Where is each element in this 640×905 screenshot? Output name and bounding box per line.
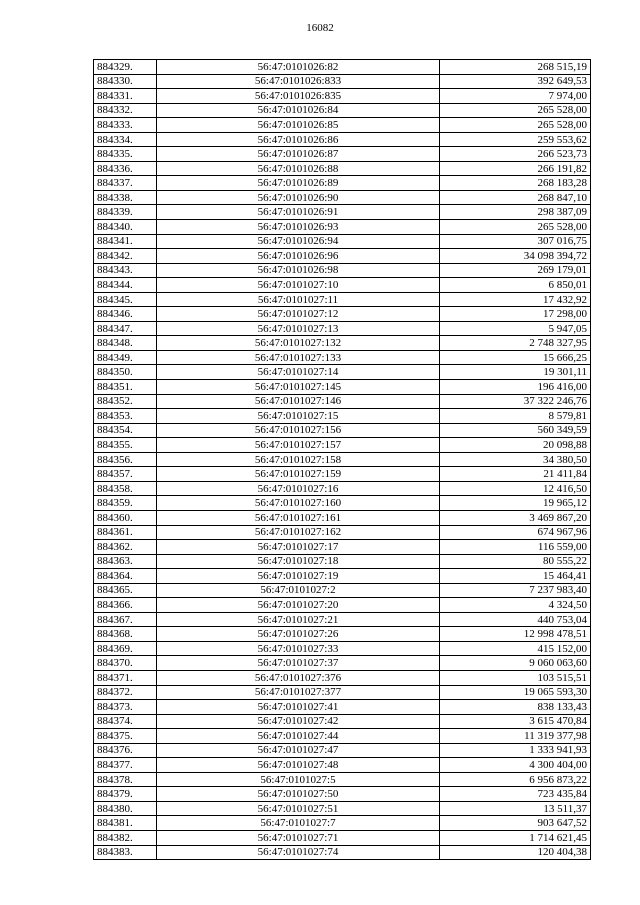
table-row	[94, 598, 591, 613]
row-number: 884363.	[94, 554, 157, 569]
table-row	[94, 278, 591, 293]
cadastral-value: 265 528,00	[440, 220, 591, 235]
cadastral-number: 56:47:0101027:16	[157, 481, 440, 496]
cadastral-number: 56:47:0101027:18	[157, 554, 440, 569]
row-number: 884352.	[94, 394, 157, 409]
table-row	[94, 249, 591, 264]
table-row	[94, 801, 591, 816]
table-row	[94, 60, 591, 75]
table-row	[94, 627, 591, 642]
cadastral-value: 19 301,11	[440, 365, 591, 380]
cadastral-number: 56:47:0101027:48	[157, 758, 440, 773]
cadastral-number: 56:47:0101027:20	[157, 598, 440, 613]
cadastral-number: 56:47:0101027:157	[157, 438, 440, 453]
cadastral-value: 120 404,38	[440, 845, 591, 860]
row-number: 884341.	[94, 234, 157, 249]
table-row	[94, 510, 591, 525]
row-number: 884330.	[94, 74, 157, 89]
row-number: 884371.	[94, 670, 157, 685]
row-number: 884338.	[94, 190, 157, 205]
table-row	[94, 641, 591, 656]
table-body	[94, 60, 591, 860]
cadastral-number: 56:47:0101027:51	[157, 801, 440, 816]
table-row	[94, 656, 591, 671]
row-number: 884348.	[94, 336, 157, 351]
cadastral-value: 17 298,00	[440, 307, 591, 322]
table-row	[94, 787, 591, 802]
row-number: 884340.	[94, 220, 157, 235]
cadastral-value: 723 435,84	[440, 787, 591, 802]
table-row	[94, 438, 591, 453]
table-row	[94, 307, 591, 322]
row-number: 884360.	[94, 510, 157, 525]
table-row	[94, 365, 591, 380]
row-number: 884334.	[94, 132, 157, 147]
row-number: 884375.	[94, 729, 157, 744]
cadastral-value: 9 060 063,60	[440, 656, 591, 671]
cadastral-number: 56:47:0101027:146	[157, 394, 440, 409]
cadastral-value: 265 528,00	[440, 118, 591, 133]
row-number: 884378.	[94, 772, 157, 787]
table-row	[94, 350, 591, 365]
row-number: 884332.	[94, 103, 157, 118]
cadastral-value: 1 714 621,45	[440, 830, 591, 845]
row-number: 884383.	[94, 845, 157, 860]
cadastral-value: 15 464,41	[440, 569, 591, 584]
row-number: 884329.	[94, 60, 157, 75]
cadastral-number: 56:47:0101027:17	[157, 540, 440, 555]
cadastral-number: 56:47:0101027:21	[157, 612, 440, 627]
table-row	[94, 205, 591, 220]
cadastral-value: 440 753,04	[440, 612, 591, 627]
cadastral-number: 56:47:0101027:376	[157, 670, 440, 685]
table-row	[94, 525, 591, 540]
row-number: 884376.	[94, 743, 157, 758]
cadastral-number: 56:47:0101027:2	[157, 583, 440, 598]
cadastral-number: 56:47:0101026:88	[157, 161, 440, 176]
cadastral-value: 3 615 470,84	[440, 714, 591, 729]
cadastral-number: 56:47:0101027:145	[157, 380, 440, 395]
cadastral-value: 13 511,37	[440, 801, 591, 816]
table-row	[94, 74, 591, 89]
cadastral-value: 268 183,28	[440, 176, 591, 191]
table-row	[94, 540, 591, 555]
cadastral-number: 56:47:0101026:833	[157, 74, 440, 89]
row-number: 884369.	[94, 641, 157, 656]
cadastral-value: 15 666,25	[440, 350, 591, 365]
cadastral-number: 56:47:0101027:160	[157, 496, 440, 511]
cadastral-number: 56:47:0101026:96	[157, 249, 440, 264]
cadastral-number: 56:47:0101027:74	[157, 845, 440, 860]
cadastral-number: 56:47:0101027:156	[157, 423, 440, 438]
row-number: 884362.	[94, 540, 157, 555]
cadastral-value: 11 319 377,98	[440, 729, 591, 744]
cadastral-number: 56:47:0101026:86	[157, 132, 440, 147]
cadastral-value: 903 647,52	[440, 816, 591, 831]
row-number: 884361.	[94, 525, 157, 540]
row-number: 884345.	[94, 292, 157, 307]
cadastral-number: 56:47:0101026:87	[157, 147, 440, 162]
cadastral-value: 7 237 983,40	[440, 583, 591, 598]
row-number: 884337.	[94, 176, 157, 191]
row-number: 884336.	[94, 161, 157, 176]
row-number: 884370.	[94, 656, 157, 671]
row-number: 884349.	[94, 350, 157, 365]
cadastral-value: 266 191,82	[440, 161, 591, 176]
table-row	[94, 292, 591, 307]
cadastral-value: 21 411,84	[440, 467, 591, 482]
cadastral-value: 12 416,50	[440, 481, 591, 496]
row-number: 884374.	[94, 714, 157, 729]
cadastral-number: 56:47:0101027:13	[157, 321, 440, 336]
table-row	[94, 467, 591, 482]
cadastral-number: 56:47:0101026:94	[157, 234, 440, 249]
page-number: 16082	[306, 22, 334, 34]
cadastral-value-table	[93, 59, 591, 860]
row-number: 884367.	[94, 612, 157, 627]
cadastral-number: 56:47:0101027:11	[157, 292, 440, 307]
cadastral-value: 3 469 867,20	[440, 510, 591, 525]
table-row	[94, 743, 591, 758]
row-number: 884373.	[94, 700, 157, 715]
cadastral-number: 56:47:0101027:14	[157, 365, 440, 380]
cadastral-number: 56:47:0101027:158	[157, 452, 440, 467]
table-row	[94, 190, 591, 205]
table-row	[94, 685, 591, 700]
table-row	[94, 234, 591, 249]
row-number: 884342.	[94, 249, 157, 264]
cadastral-value: 269 179,01	[440, 263, 591, 278]
cadastral-value: 266 523,73	[440, 147, 591, 162]
row-number: 884358.	[94, 481, 157, 496]
cadastral-number: 56:47:0101027:161	[157, 510, 440, 525]
cadastral-value: 12 998 478,51	[440, 627, 591, 642]
table-row	[94, 714, 591, 729]
cadastral-value: 19 065 593,30	[440, 685, 591, 700]
cadastral-number: 56:47:0101026:85	[157, 118, 440, 133]
cadastral-value: 6 850,01	[440, 278, 591, 293]
row-number: 884380.	[94, 801, 157, 816]
cadastral-number: 56:47:0101026:91	[157, 205, 440, 220]
row-number: 884351.	[94, 380, 157, 395]
cadastral-value: 674 967,96	[440, 525, 591, 540]
cadastral-number: 56:47:0101027:33	[157, 641, 440, 656]
cadastral-value: 34 380,50	[440, 452, 591, 467]
table-row	[94, 409, 591, 424]
cadastral-value: 5 947,05	[440, 321, 591, 336]
row-number: 884379.	[94, 787, 157, 802]
cadastral-number: 56:47:0101026:84	[157, 103, 440, 118]
cadastral-value: 838 133,43	[440, 700, 591, 715]
cadastral-number: 56:47:0101026:90	[157, 190, 440, 205]
table-row	[94, 496, 591, 511]
cadastral-value: 7 974,00	[440, 89, 591, 104]
cadastral-number: 56:47:0101027:50	[157, 787, 440, 802]
table-row	[94, 118, 591, 133]
cadastral-value: 20 098,88	[440, 438, 591, 453]
cadastral-number: 56:47:0101026:82	[157, 60, 440, 75]
cadastral-number: 56:47:0101026:89	[157, 176, 440, 191]
cadastral-value: 4 300 404,00	[440, 758, 591, 773]
row-number: 884339.	[94, 205, 157, 220]
cadastral-value: 268 847,10	[440, 190, 591, 205]
table-row	[94, 700, 591, 715]
cadastral-number: 56:47:0101027:44	[157, 729, 440, 744]
cadastral-number: 56:47:0101027:5	[157, 772, 440, 787]
table-row	[94, 670, 591, 685]
row-number: 884353.	[94, 409, 157, 424]
cadastral-number: 56:47:0101027:377	[157, 685, 440, 700]
cadastral-value: 1 333 941,93	[440, 743, 591, 758]
row-number: 884359.	[94, 496, 157, 511]
row-number: 884343.	[94, 263, 157, 278]
table-row	[94, 830, 591, 845]
cadastral-number: 56:47:0101027:41	[157, 700, 440, 715]
cadastral-number: 56:47:0101027:159	[157, 467, 440, 482]
table-row	[94, 554, 591, 569]
table-row	[94, 583, 591, 598]
row-number: 884356.	[94, 452, 157, 467]
cadastral-value: 37 322 246,76	[440, 394, 591, 409]
table-row	[94, 569, 591, 584]
table-row	[94, 336, 591, 351]
cadastral-number: 56:47:0101027:71	[157, 830, 440, 845]
table-row	[94, 845, 591, 860]
table-row	[94, 220, 591, 235]
table-row	[94, 103, 591, 118]
cadastral-number: 56:47:0101027:162	[157, 525, 440, 540]
row-number: 884382.	[94, 830, 157, 845]
cadastral-value: 6 956 873,22	[440, 772, 591, 787]
cadastral-value: 560 349,59	[440, 423, 591, 438]
row-number: 884365.	[94, 583, 157, 598]
cadastral-value: 19 965,12	[440, 496, 591, 511]
cadastral-number: 56:47:0101027:15	[157, 409, 440, 424]
cadastral-number: 56:47:0101027:133	[157, 350, 440, 365]
cadastral-value: 4 324,50	[440, 598, 591, 613]
table-row	[94, 321, 591, 336]
table-row	[94, 380, 591, 395]
cadastral-value: 196 416,00	[440, 380, 591, 395]
cadastral-number: 56:47:0101027:37	[157, 656, 440, 671]
cadastral-value: 268 515,19	[440, 60, 591, 75]
table-row	[94, 772, 591, 787]
row-number: 884354.	[94, 423, 157, 438]
table-row	[94, 263, 591, 278]
table-row	[94, 132, 591, 147]
row-number: 884344.	[94, 278, 157, 293]
cadastral-value: 392 649,53	[440, 74, 591, 89]
row-number: 884381.	[94, 816, 157, 831]
cadastral-value: 80 555,22	[440, 554, 591, 569]
cadastral-number: 56:47:0101027:19	[157, 569, 440, 584]
table-row	[94, 612, 591, 627]
table-row	[94, 481, 591, 496]
cadastral-value: 2 748 327,95	[440, 336, 591, 351]
row-number: 884368.	[94, 627, 157, 642]
cadastral-number: 56:47:0101027:42	[157, 714, 440, 729]
cadastral-number: 56:47:0101026:98	[157, 263, 440, 278]
cadastral-value: 8 579,81	[440, 409, 591, 424]
cadastral-number: 56:47:0101026:93	[157, 220, 440, 235]
cadastral-number: 56:47:0101027:10	[157, 278, 440, 293]
table-row	[94, 758, 591, 773]
table-row	[94, 816, 591, 831]
cadastral-number: 56:47:0101027:12	[157, 307, 440, 322]
row-number: 884331.	[94, 89, 157, 104]
table-row	[94, 89, 591, 104]
cadastral-value: 17 432,92	[440, 292, 591, 307]
row-number: 884355.	[94, 438, 157, 453]
cadastral-number: 56:47:0101027:26	[157, 627, 440, 642]
cadastral-number: 56:47:0101027:47	[157, 743, 440, 758]
cadastral-number: 56:47:0101026:835	[157, 89, 440, 104]
cadastral-value: 116 559,00	[440, 540, 591, 555]
table-row	[94, 147, 591, 162]
cadastral-number: 56:47:0101027:132	[157, 336, 440, 351]
row-number: 884346.	[94, 307, 157, 322]
table-row	[94, 729, 591, 744]
cadastral-value: 265 528,00	[440, 103, 591, 118]
cadastral-value: 298 387,09	[440, 205, 591, 220]
row-number: 884335.	[94, 147, 157, 162]
row-number: 884347.	[94, 321, 157, 336]
cadastral-value: 307 016,75	[440, 234, 591, 249]
table-row	[94, 394, 591, 409]
cadastral-value: 259 553,62	[440, 132, 591, 147]
row-number: 884333.	[94, 118, 157, 133]
cadastral-value: 103 515,51	[440, 670, 591, 685]
table-row	[94, 452, 591, 467]
cadastral-value: 415 152,00	[440, 641, 591, 656]
row-number: 884364.	[94, 569, 157, 584]
cadastral-number: 56:47:0101027:7	[157, 816, 440, 831]
table-row	[94, 423, 591, 438]
row-number: 884372.	[94, 685, 157, 700]
table-row	[94, 161, 591, 176]
cadastral-value: 34 098 394,72	[440, 249, 591, 264]
row-number: 884357.	[94, 467, 157, 482]
row-number: 884377.	[94, 758, 157, 773]
row-number: 884350.	[94, 365, 157, 380]
table-row	[94, 176, 591, 191]
row-number: 884366.	[94, 598, 157, 613]
